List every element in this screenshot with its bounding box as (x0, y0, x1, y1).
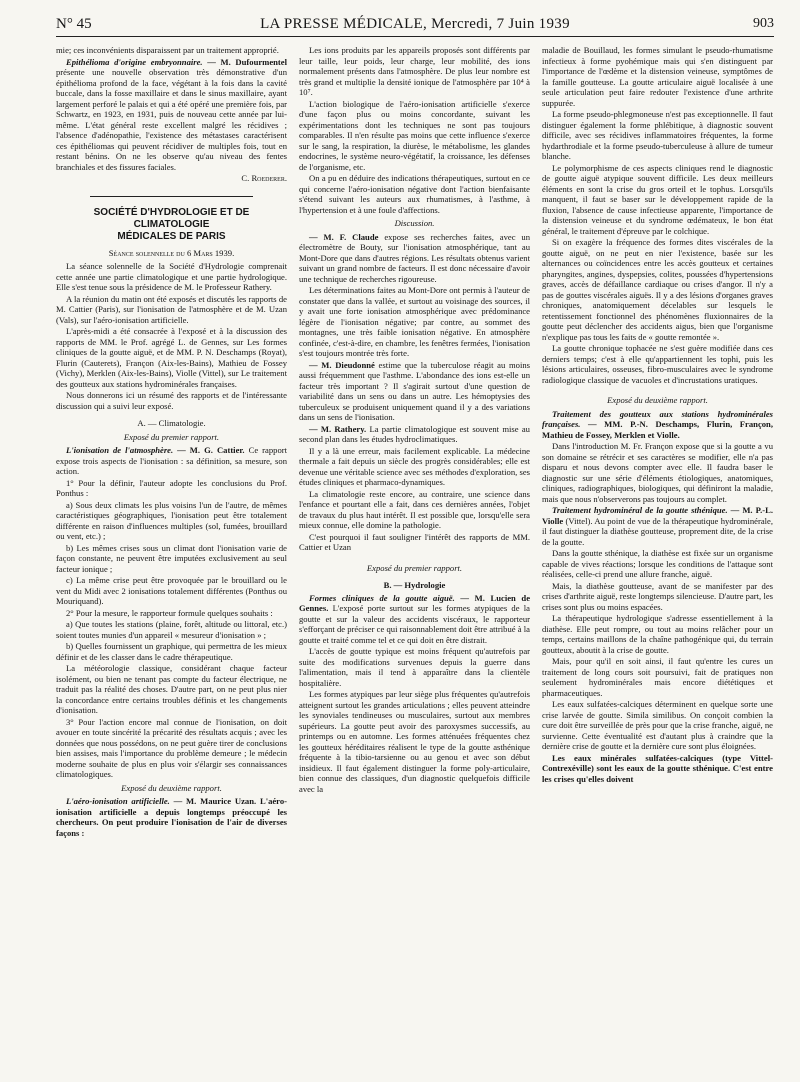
paragraph: C'est pourquoi il faut souligner l'intérêt des rapports de MM. Cattier et Uzan (299, 531, 530, 552)
report-heading: Exposé du premier rapport. (366, 562, 463, 573)
paragraph: La climatologie reste encore, au contraire, une science dans l'enfance et pourtant elle a fait, dans ces dernières années, l'objet de travaux du plus haut intérêt. Il est possible que, lorsqu'elle sera mieux connue, elle domine la pathologie. (299, 488, 530, 530)
divider (90, 196, 253, 197)
paragraph: Epithélioma d'origine embryonnaire. — M. Dufourmentel présente une nouvelle observation très démonstrative d'un épithélioma profond de la face, végétant à la fois dans la cavité buccale, dans la fosse maxillaire et dans le sinus maxillaire, ayant largement perforé le palais et qui a été opéré une première fois, par Schwartz, en 1923, en 1931, puis de nouveau cette année par lui-même. L'état général reste excellent malgré les récidives ; l'absence d'adénopathie, l'existence des métastases caractérisent ces épithéliomas qui peuvent récidiver de multiples fois, tout en restant bénins. On ne les observe qu'au niveau des fentes branchiales et des fissures faciales. (56, 56, 287, 172)
paragraph: Les eaux sulfatées-calciques déterminent en quelque sorte une crise larvée de goutte. Simila similibus. On conçoit combien la cure doit être surveillée de près pour que la crise franche, aiguë, ne survienne. Cette éventualité est d'autant plus à craindre que la dernière crise de goutte et la dernière cure sont plus éloignées. (542, 699, 773, 751)
paragraph: Nous donnerons ici un résumé des rapports et de l'intéressante discussion qui a suivi leur exposé. (56, 390, 287, 411)
paragraph: Formes cliniques de la goutte aiguë. — M. Lucien de Gennes. L'exposé porte surtout sur les formes atypiques de la goutte et sur la valeur des accidents viscéraux, le rapporteur s'efforçant de préciser ce qui raisonnablement doit être attribué à la goutte et traité comme tel et ce qui doit en être distrait. (299, 592, 530, 645)
paragraph: Les formes atypiques par leur siège plus fréquentes qu'autrefois atteignent surtout les grandes articulations ; elles peuvent atteindre les synoviales tendineuses ou musculaires, surtout aux membres supérieurs. La goutte peut avoir des paroxysmes successifs, au printemps ou en automne. Les formes atténuées fréquentes chez les goutteux héréditaires réalisent le type de la goutte asthénique fréquente à la tibio-tarsienne ou au genou et avec son début insidieux. Il faut également distinguer la forme poly-articulaire, bien connue des classiques, d'un diagnostic quelquefois difficile avec la (299, 689, 530, 794)
paragraph: b) Quelles fournissent un graphique, qui permettra de les mieux définir et de les classer dans le cadre thérapeutique. (56, 641, 287, 662)
paragraph: L'aéro-ionisation artificielle. — M. Maurice Uzan. L'aéro-ionisation artificielle a depuis longtemps préoccupé les chercheurs. On peut produire l'ionisation de l'air de diverses façons : (56, 796, 287, 838)
paragraph: La goutte chronique tophacée ne s'est guère modifiée dans ces derniers temps; c'est à elle qu'appartiennent les tophi, puis les lésions articulaires, osseuses, fibro-musculaires avec le syndrome radiologique classique de vacuoles et d'incrustations uratiques. (542, 343, 773, 385)
report-heading: Exposé du premier rapport. (123, 431, 220, 442)
paragraph: L'accès de goutte typique est moins fréquent qu'autrefois par suite des modifications survenues depuis la guerre dans l'alimentation, mais il tend à apparaître dans la clientèle hospitalière. (299, 646, 530, 688)
report-heading: Exposé du deuxième rapport. (121, 782, 222, 793)
paragraph: mie; ces inconvénients disparaissent par un traitement approprié. (56, 45, 279, 55)
paragraph: 1° Pour la définir, l'auteur adopte les conclusions du Prof. Ponthus : (56, 477, 287, 498)
society-title: SOCIÉTÉ D'HYDROLOGIE ET DE CLIMATOLOGIE MÉDICALES DE PARIS (93, 206, 250, 242)
paragraph: La météorologie classique, considérant chaque facteur isolément, ou bien ne tenant pas compte du facteur électrique, ne traduit pas la réalité des choses. D'autre part, on ne peut plus nier la concordance entre certains troubles définis et les changements d'ionisation. (56, 663, 287, 715)
paragraph: a) Que toutes les stations (plaine, forêt, altitude ou littoral, etc.) soient toutes munies d'un appareil « mesureur d'ionisation » ; (56, 619, 287, 640)
column-2 (299, 45, 530, 1075)
journal-title: LA PRESSE MÉDICALE, Mercredi, 7 Juin 1939 (260, 16, 570, 32)
paragraph: Si on exagère la fréquence des formes dites viscérales de la goutte aiguë, on ne peut en nier l'existence, basée sur les alternances ou coïncidences entre les accès goutteux et certaines pharyngites, angines, dyspepsies, colites, poussées d'hypertensions graves, accès de défaillance cardiaque ou crises d'angor. Il n'y a pas de gouttes viscérales aiguës. Il y a des lésions d'organes graves chroniques, anatomiquement décelables sur lesquels le retentissement fonctionnel des phénomènes fluxionnaires de la goutte peut déclencher des accidents aigus, bien que l'organisme n'explique pas tous les faits de « goutte remontée ». (542, 237, 773, 342)
paragraph: Traitement des goutteux aux stations hydrominérales françaises. — MM. P.-N. Deschamps, Flurin, Françon, Mathieu de Fossey, Merklen et Violle. (542, 408, 773, 440)
paragraph: L'après-midi a été consacrée à l'exposé et à la discussion des rapports de MM. le Prof. agrégé L. de Gennes, sur Les formes cliniques de la goutte aiguë, et de MM. P. N. Deschamps (Royat), Flurin (Cauterets), Françon (Aix-les-Bains), Mathieu de Fossey (Vichy), Merklen (Aix-les-Bains), Violle (Vittel), sur Le traitement des goutteux aux stations hydrominérales françaises. (56, 326, 287, 389)
paragraph: c) La même crise peut être provoquée par le brouillard ou le vent du Midi avec 2 ionisations totalement différentes (Ponthus ou Mouriquand). (56, 575, 287, 606)
paragraph: L'action biologique de l'aéro-ionisation artificielle s'exerce d'une façon plus ou moins concordante, suivant les expérimentations dont les techniques ne sont pas toujours comparables. Il n'en résulte pas moins que cette influence s'exerce sur le sang, la respiration, la diurèse, le métabolisme, les glandes endocrines, le système neuro-végétatif, la croissance, les défenses de l'organisme, etc. (299, 98, 530, 172)
columns (56, 45, 774, 1075)
paragraph: — M. F. Claude expose ses recherches faites, avec un électromètre de Bouty, sur l'ionisation atmosphérique, tant au Mont-Dore que dans d'autres régions. Les résultats obtenus varient suivant un grand nombre de facteurs. Il est donc nécessaire d'avoir une technique de recherches rigoureuse. (299, 231, 530, 284)
paragraph: Dans l'introduction M. Fr. Françon expose que si la goutte a vu son domaine se rétrécir et ses caractères se modifier, elle n'a pas disparu et nous devons compter avec elle. Il faudra baser le diagnostic sur une série d'éléments étiologiques, anatomiques, cliniques, radiographiques, biologiques, qui définiront la maladie, mais que nous n'observerons pas toujours au complet. (542, 441, 773, 504)
page-number: 903 (753, 16, 774, 31)
paragraph: La thérapeutique hydrologique s'adresse essentiellement à la diathèse. Elle peut rompre, ou tout au moins relâcher pour un temps, certains maillons de la chaîne pathogénique qui, du terrain goutteux, aboutit à la crise de goutte. (542, 613, 773, 655)
paragraph: Les déterminations faites au Mont-Dore ont permis à l'auteur de constater que dans la vallée, et surtout au voisinage des sources, il y avait une forte ionisation atmosphérique avec prédominance légère de l'ionisation négative; par contre, au sommet des montagnes, une très faible ionisation négative. En atmosphère confinée, c'est-à-dire, en chambre, les fenêtres fermées, l'ionisation s'est toujours montrée très forte. (299, 285, 530, 358)
discussion-heading: Discussion. (394, 218, 435, 228)
paragraph: Traitement hydrominéral de la goutte sthénique. — M. P.-L. Violle (Vittel). Au point de vue de la thérapeutique hydrominérale, il faut distinguer la diathèse goutteuse, proprement dite, de la crise de la goutte. (542, 505, 773, 547)
paragraph: b) Les mêmes crises sous un climat dont l'ionisation varie de façon constante, ne peuvent être imputées exclusivement au seul facteur ionique ; (56, 542, 287, 574)
paragraph: Mais, pour qu'il en soit ainsi, il faut qu'entre les cures un traitement de long cours soit poursuivi, fait de pratiques non seulement hydrominérales mais encore diététiques et pharmaceutiques. (542, 656, 773, 698)
column-1 (56, 45, 287, 1075)
paragraph: Les eaux minérales sulfatées-calciques (type Vittel-Contrexéville) sont les eaux de la goutte sthénique. C'est entre les crises qu'elles doivent (542, 752, 773, 784)
signature: C. Roederer. (241, 173, 287, 183)
paragraph: Il y a là une erreur, mais facilement explicable. La médecine thermale a fait depuis un siècle des progrès considérables; elle est devenue une véritable science avec ses méthodes d'exploration, ses études cliniques et pharmaco-dynamiques. (299, 445, 530, 487)
paragraph: — M. Dieudonné estime que la tuberculose réagit au moins aussi fréquemment que l'asthme. L'abondance des ions est-elle un facteur très important ? Il s'agirait surtout d'une question de variabilité dans un sens ou dans un autre. Les hémoptysies des tuberculeux se produisent uniquement quand il y a des variations dans un sens de l'ionisation. (299, 359, 530, 422)
column-3 (542, 45, 773, 1075)
paragraph: A la réunion du matin ont été exposés et discutés les rapports de M. Cattier (Paris), sur l'ionisation de l'atmosphère et de M. Uzan (Vals), sur l'aéro-ionisation artificielle. (56, 293, 287, 325)
paragraph: Les ions produits par les appareils proposés sont différents par leur taille, leur poids, leur charge, leur mobilité, des ions normalement présents dans l'atmosphère. De plus leur nombre est très grand et multiplie la densité ionique de l'atmosphère par 10⁴ à 10⁷. (299, 45, 530, 97)
paragraph: 2° Pour la mesure, le rapporteur formule quelques souhaits : (66, 607, 273, 618)
paragraph: 3° Pour l'action encore mal connue de l'ionisation, on doit avouer en toute sincérité la précarité des résultats acquis ; avec les données que nous possédons, on ne peut guère tirer de conclusions bien assises, mais l'importance du problème demeure ; le médecin moderne souhaite de plus en plus voir s'élargir ses connaissances climatologiques. (56, 716, 287, 779)
session-date: Séance solennelle du 6 Mars 1939. (108, 247, 235, 258)
report-heading: Exposé du deuxième rapport. (607, 395, 708, 405)
paragraph: — M. Rathery. La partie climatologique est souvent mise au second plan dans les études hydroclimatiques. (299, 423, 530, 444)
paragraph: On a pu en déduire des indications thérapeutiques, surtout en ce qui concerne l'aéro-ionisation négative dont l'action bienfaisante s'étend suivant les auteurs aux rhumatismes, à l'asthme, à l'hypertension et à une foule d'affections. (299, 173, 530, 215)
section-heading: B. — Hydrologie (383, 580, 446, 590)
paragraph: a) Sous deux climats les plus voisins l'un de l'autre, de mêmes caractéristiques géographiques, l'ionisation peut être totalement différente en raison d'influences multiples (sol, fumées, brouillard ou vent, etc.) ; (56, 499, 287, 541)
paragraph: La séance solennelle de la Société d'Hydrologie comprenait cette année une partie climatologique et une partie hydrologique. Elle s'est tenue sous la présidence de M. le Professeur Rathery. (56, 261, 287, 292)
paragraph: Dans la goutte sthénique, la diathèse est fixée sur un organisme capable de vives réactions; lorsque les conditions de l'attaque sont réalisées, celle-ci prend une allure franche, aiguë. (542, 548, 773, 579)
paragraph: La forme pseudo-phlegmoneuse n'est pas exceptionnelle. Il faut distinguer également la forme phlébitique, à diagnostic souvent difficile, avec ses récidives inflammatoires fréquentes, la forme hydarthrodiale et la forme pseudo-tuberculeuse à allure de tumeur blanche. (542, 109, 773, 161)
paragraph: Mais, la diathèse goutteuse, avant de se manifester par des crises d'arthrite aiguë, reste longtemps silencieuse. D'autre part, les crises sont plus ou moins espacées. (542, 580, 773, 612)
issue-number: N° 45 (56, 16, 92, 32)
section-heading: A. — Climatologie. (137, 418, 206, 428)
paragraph: L'ionisation de l'atmosphère. — M. G. Cattier. Ce rapport expose trois aspects de l'ionisation : sa définition, sa mesure, son action. (56, 445, 287, 476)
page-header (56, 14, 774, 37)
paragraph: maladie de Bouillaud, les formes simulant le pseudo-rhumatisme infectieux à forme pyohémique mais qui s'en distinguent par l'importance de l'œdème et la distension veineuse, symptômes de la famille goutteuse. La goutte articulaire aiguë localisée à une seule articulation peut faire redouter l'existence d'une arthrite suppurée. (542, 45, 773, 108)
paragraph: Le polymorphisme de ces aspects cliniques rend le diagnostic de goutte aiguë atypique souvent difficile. Les deux meilleurs éléments en sont la crise du gros orteil et le tophus. Lorsqu'ils manquent, il faut se baser sur le développement rapide de la fluxion, l'absence de cause infectieuse apparente, l'importance de la distension veineuse et du syndrome œdémateux, le bon état général, le traitement d'épreuve par le colchique. (542, 162, 773, 236)
